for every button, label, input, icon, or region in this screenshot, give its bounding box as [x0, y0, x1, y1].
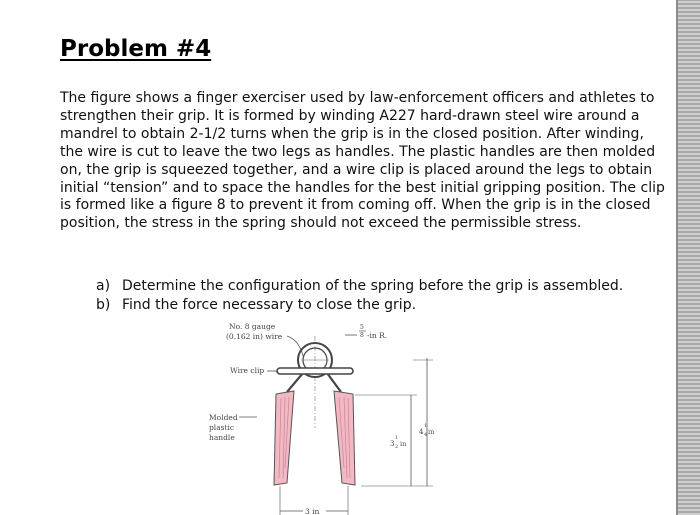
- finger-exerciser-drawing: [195, 318, 435, 515]
- question-a: [96, 277, 666, 296]
- wire-diameter-label: (0.162 in) wire: [226, 332, 283, 341]
- handle-label-line3: handle: [209, 433, 235, 442]
- question-a-label: a): [96, 278, 111, 294]
- inner-height-whole: 3: [390, 440, 395, 448]
- problem-title: Problem #4: [60, 36, 212, 62]
- wire-gauge-label: No. 8 gauge: [229, 322, 276, 331]
- radius-fraction-num: 5: [360, 324, 364, 331]
- problem-statement: The figure shows a finger exerciser used by law-enforcement officers and athletes to strengthen their grip. It is formed by winding A227 hard-drawn steel wire around a mandrel to obtain 2-1/2 turns when the grip is in the closed position. After winding, the wire is cut to leave the two legs as handles. The plastic handles are then molded on, the grip is squeezed together, and a wire clip is placed around the legs to obtain initial “tension” and to space the handles for the best initial gripping position. The clip is formed like a figure 8 to prevent it from coming off. When the grip is in the closed position, the stress in the spring should not exceed the permissible stress.: [60, 90, 665, 232]
- question-b-label: b): [96, 297, 111, 313]
- page-edge-texture: [678, 0, 700, 515]
- question-b-text: Find the force necessary to close the grip.: [122, 297, 417, 313]
- finger-exerciser-figure: [195, 318, 435, 515]
- right-leg-wire: [327, 373, 341, 392]
- wire-clip: [277, 368, 353, 374]
- left-leg-wire: [287, 373, 303, 392]
- inner-height-den: 2: [395, 444, 399, 450]
- outer-height-den: 4: [424, 432, 428, 438]
- question-list: [96, 277, 666, 315]
- radius-label: -in R.: [367, 331, 388, 340]
- wire-clip-label: Wire clip: [230, 366, 265, 375]
- width-label: 3 in: [305, 507, 320, 515]
- inner-height-unit: in: [400, 440, 407, 448]
- handle-label-line1: Molded: [209, 413, 238, 422]
- question-a-text: Determine the configuration of the spring before the grip is assembled.: [122, 278, 624, 294]
- outer-height-num: 1: [424, 423, 428, 429]
- handle-label-line2: plastic: [209, 423, 235, 432]
- outer-height-unit: in: [428, 428, 435, 436]
- radius-fraction-den: 8: [360, 332, 364, 339]
- inner-height-num: 1: [395, 435, 399, 441]
- question-b: [96, 296, 666, 315]
- outer-height-whole: 4: [419, 428, 424, 436]
